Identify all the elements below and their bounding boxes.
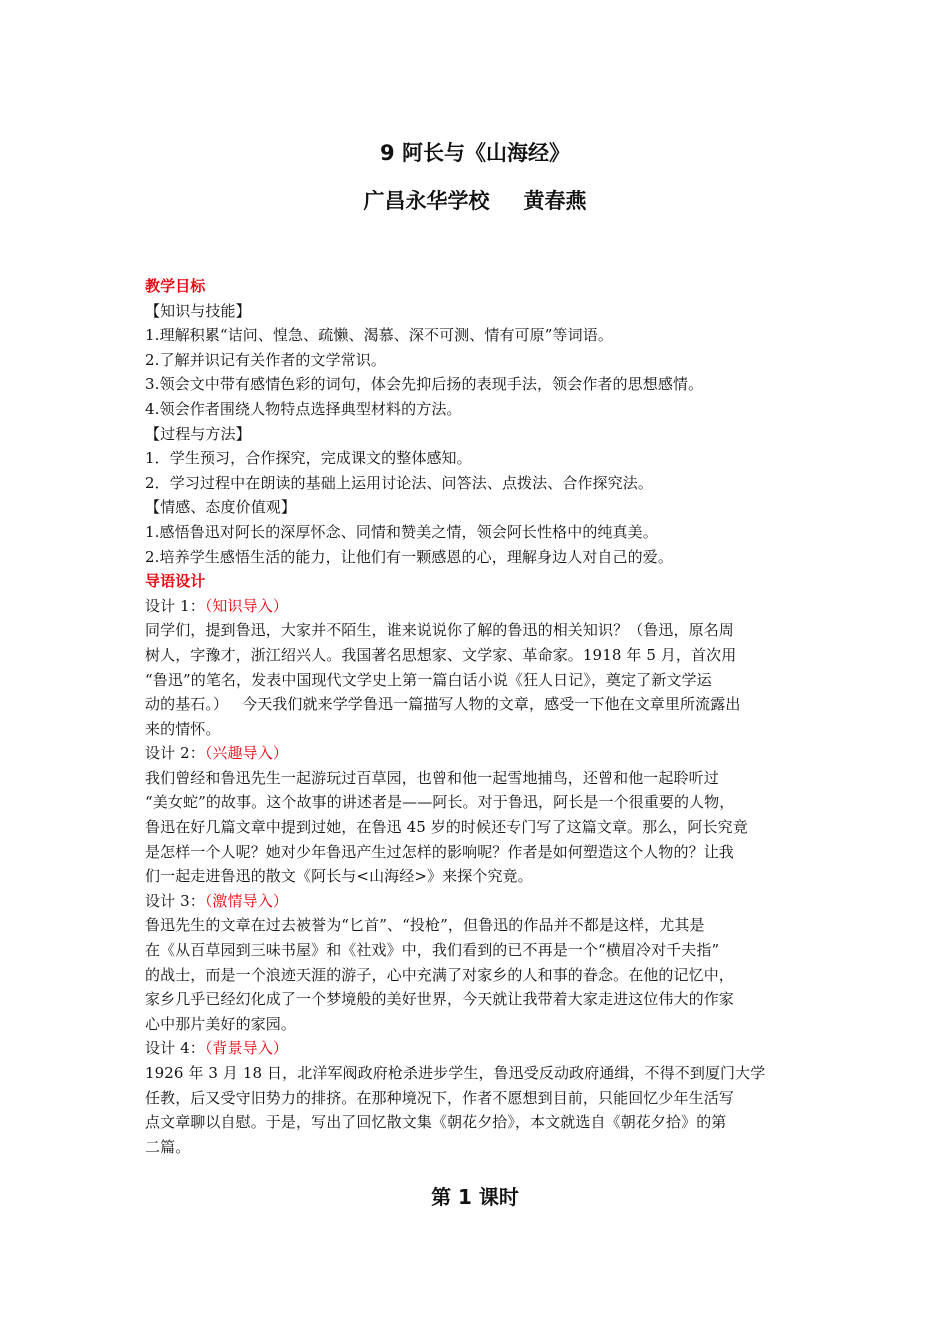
design-text-line: 点文章聊以自慰。于是，写出了回忆散文集《朝花夕拾》，本文就选自《朝花夕拾》的第	[145, 1113, 727, 1132]
design-text-line: 同学们，提到鲁迅，大家并不陌生，谁来说说你了解的鲁迅的相关知识？（鲁迅，原名周	[145, 621, 734, 640]
document-title: 9 阿长与《山海经》	[380, 141, 570, 165]
design-label: 设计 4：	[145, 1039, 205, 1058]
knowledge-heading: 【知识与技能】	[145, 301, 251, 320]
knowledge-item: 4.领会作者围绕人物特点选择典型材料的方法。	[145, 399, 462, 418]
design-label-line	[145, 594, 810, 619]
knowledge-item: 2.了解并识记有关作者的文学常识。	[145, 350, 387, 369]
design-label: 设计 2：	[145, 744, 205, 763]
design-label-line	[145, 889, 810, 914]
design-text-segment: 动的基石。）	[145, 695, 229, 714]
design-text-line: 来的情怀。	[145, 719, 221, 738]
lesson-title: 第 1 课时	[431, 1185, 519, 1209]
design-text-line: 家乡几乎已经幻化成了一个梦境般的美好世界，今天就让我带着大家走进这位伟大的作家	[145, 990, 734, 1009]
document-body	[145, 274, 810, 1159]
design-text-line: 1926 年 3 月 18 日，北洋军阀政府枪杀进步学生，鲁迅受反动政府通缉，不得不到厦门大学	[145, 1064, 766, 1082]
objectives-heading: 教学目标	[145, 277, 206, 295]
design-tag: （激情导入）	[204, 891, 288, 910]
design-text-line: 在《从百草园到三味书屋》和《社戏》中，我们看到的已不再是一个“横眉冷对千夫指”	[145, 941, 720, 960]
emotion-heading: 【情感、态度价值观】	[145, 498, 297, 517]
emotion-item: 2.培养学生感悟生活的能力，让他们有一颗感恩的心，理解身边人对自己的爱。	[145, 547, 673, 566]
design-text-line: “鲁迅”的笔名，发表中国现代文学史上第一篇白话小说《狂人日记》，奠定了新文学运	[145, 670, 712, 689]
emotion-item: 1.感悟鲁迅对阿长的深厚怀念、同情和赞美之情，领会阿长性格中的纯真美。	[145, 522, 658, 541]
design-label: 设计 1：	[145, 596, 205, 615]
design-text-line: 的战士，而是一个浪迹天涯的游子，心中充满了对家乡的人和事的眷念。在他的记忆中，	[145, 965, 734, 984]
knowledge-item: 1.理解积累“诘问、惶急、疏懒、渴慕、深不可测、情有可原”等词语。	[145, 326, 613, 345]
design-text-line: 鲁迅先生的文章在过去被誉为“匕首”、“投枪”，但鲁迅的作品并不都是这样，尤其是	[145, 916, 705, 935]
design-text-line: 树人，字豫才，浙江绍兴人。我国著名思想家、文学家、革命家。1918 年 5 月，首次用	[145, 645, 737, 664]
intro-heading: 导语设计	[145, 572, 206, 591]
design-text-line: 鲁迅在好几篇文章中提到过她，在鲁迅 45 岁的时候还专门写了这篇文章。那么，阿长究竟	[145, 818, 748, 837]
school-name: 广昌永华学校	[363, 189, 490, 213]
design-text-segment: 今天我们就来学学鲁迅一篇描写人物的文章，感受一下他在文章里所流露出	[242, 695, 741, 714]
process-heading: 【过程与方法】	[145, 424, 251, 443]
author-line	[0, 186, 950, 216]
knowledge-item: 3.领会文中带有感情色彩的词句，体会先抑后扬的表现手法，领会作者的思想感情。	[145, 375, 704, 394]
design-text-line: 任教，后又受守旧势力的排挤。在那种境况下，作者不愿想到目前，只能回忆少年生活写	[145, 1088, 734, 1107]
author-name: 黄春燕	[523, 189, 587, 213]
design-text-line: “美女蛇”的故事。这个故事的讲述者是——阿长。对于鲁迅，阿长是一个很重要的人物，	[145, 793, 735, 812]
design-tag: （兴趣导入）	[204, 744, 288, 763]
design-label: 设计 3：	[145, 891, 205, 910]
process-item: 2．学习过程中在朗读的基础上运用讨论法、问答法、点拨法、合作探究法。	[145, 473, 653, 492]
design-text-line: 我们曾经和鲁迅先生一起游玩过百草园，也曾和他一起雪地捕鸟，还曾和他一起聆听过	[145, 768, 719, 787]
process-item: 1．学生预习，合作探究，完成课文的整体感知。	[145, 449, 472, 468]
design-text-line: 是怎样一个人呢？她对少年鲁迅产生过怎样的影响呢？作者是如何塑造这个人物的？让我	[145, 842, 734, 861]
design-label-line	[145, 1036, 810, 1061]
design-label-line	[145, 741, 810, 766]
design-text-line: 们一起走进鲁迅的散文《阿长与<山海经>》来探个究竟。	[145, 867, 533, 886]
design-tag: （知识导入）	[204, 596, 288, 615]
design-text-line: 心中那片美好的家园。	[145, 1014, 297, 1033]
design-text-line	[145, 692, 810, 717]
design-text-line: 二篇。	[145, 1137, 191, 1156]
design-tag: （背景导入）	[204, 1039, 288, 1058]
